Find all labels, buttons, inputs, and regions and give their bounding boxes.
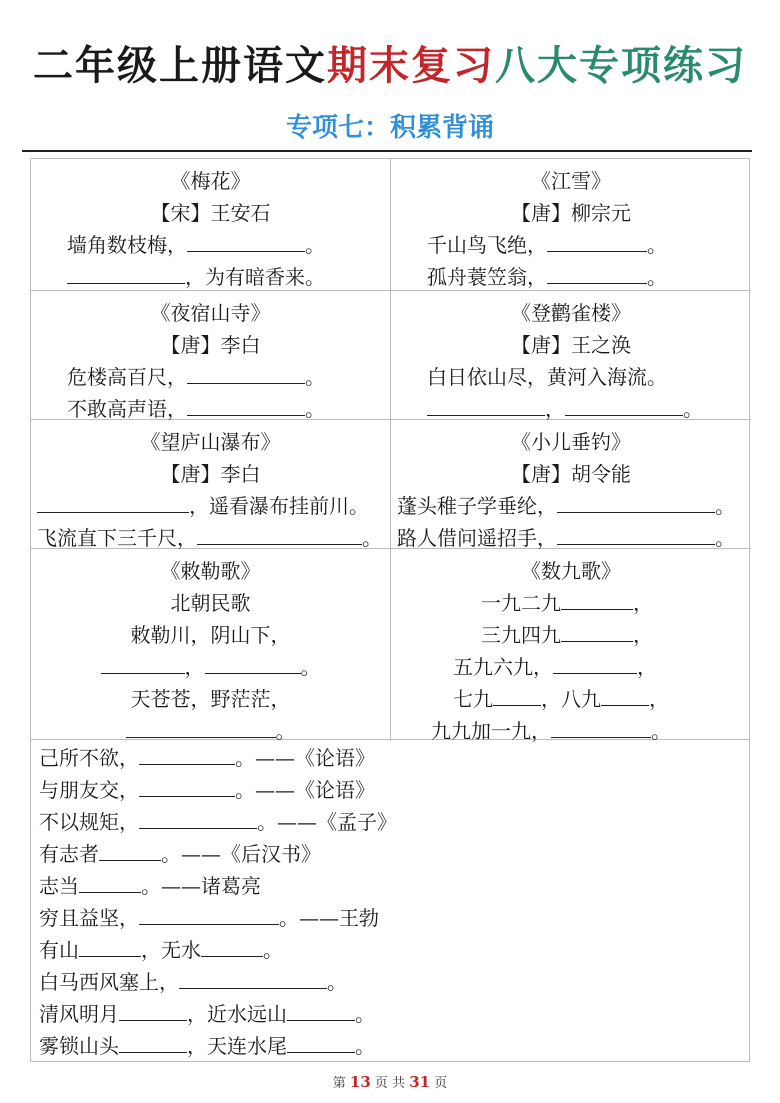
- answer-blank[interactable]: [179, 969, 327, 989]
- poem-text: 。: [305, 397, 325, 421]
- poem-text: 。: [647, 233, 667, 257]
- answer-blank[interactable]: [126, 718, 276, 738]
- poem-cell-jiangxue: [391, 159, 751, 291]
- poem-text: 蓬头稚子学垂纶，: [397, 494, 557, 518]
- title-part-exercises: 八大专项练习: [495, 43, 747, 89]
- poem-text: ，: [649, 687, 669, 711]
- quote-text: 。: [355, 1002, 375, 1026]
- poem-line: 天苍苍，野茫茫，: [130, 687, 291, 711]
- quote-text: 。: [327, 970, 347, 994]
- quote-source: 。——王勃: [279, 906, 379, 930]
- quote-line: [39, 902, 749, 934]
- quote-source: 。——《论语》: [235, 778, 375, 802]
- poem-title: 《数九歌》: [521, 559, 621, 583]
- quote-line: [39, 806, 749, 838]
- title-part-grade: 二年级上册语文: [33, 43, 327, 89]
- poem-line: [31, 490, 390, 522]
- quote-text: 己所不欲，: [39, 746, 139, 770]
- poem-text: 。: [305, 233, 325, 257]
- quote-text: 有志者: [39, 842, 99, 866]
- poem-cell-dengguanquelou: [391, 291, 751, 420]
- poem-text: 危楼高百尺，: [67, 365, 187, 389]
- poem-text: ，遥看瀑布挂前川。: [189, 494, 369, 518]
- answer-blank[interactable]: [139, 809, 257, 829]
- poem-text: 孤舟蓑笠翁，: [427, 265, 547, 289]
- total-page-number: 31: [409, 1073, 431, 1091]
- answer-blank[interactable]: [557, 525, 715, 545]
- poem-text: 三九四九: [481, 623, 561, 647]
- poem-line: [391, 619, 751, 651]
- poem-cell-shujiuge: [391, 549, 751, 741]
- section-subtitle: 专项七：积累背诵: [285, 113, 494, 143]
- poem-text: 九九加一九，: [431, 719, 551, 743]
- poem-text: ，八九: [541, 687, 601, 711]
- answer-blank[interactable]: [287, 1033, 355, 1053]
- poem-title: 《夜宿山寺》: [150, 301, 271, 325]
- answer-blank[interactable]: [427, 396, 545, 416]
- poem-text: 千山鸟飞绝，: [427, 233, 547, 257]
- footer-text: 页 共: [374, 1076, 406, 1091]
- answer-blank[interactable]: [287, 1001, 355, 1021]
- quote-line: [39, 742, 749, 774]
- poem-cell-chilege: [31, 549, 391, 741]
- quote-text: ，天连水尾: [187, 1034, 287, 1058]
- answer-blank[interactable]: [565, 396, 683, 416]
- quote-source: 。——《论语》: [235, 746, 375, 770]
- answer-blank[interactable]: [79, 937, 141, 957]
- poem-text: 一九二九: [481, 591, 561, 615]
- poem-title: 《江雪》: [531, 169, 611, 193]
- poem-line: [391, 587, 751, 619]
- quote-line: [39, 966, 749, 998]
- poem-author: 【唐】王之涣: [511, 333, 631, 357]
- answer-blank[interactable]: [139, 905, 279, 925]
- quote-line: [39, 1030, 749, 1062]
- answer-blank[interactable]: [99, 841, 161, 861]
- poem-text: 七九: [453, 687, 493, 711]
- poem-author: 北朝民歌: [170, 591, 251, 615]
- poem-author: 【唐】李白: [160, 333, 261, 357]
- poem-line: [31, 229, 390, 261]
- answer-blank[interactable]: [601, 686, 649, 706]
- answer-blank[interactable]: [547, 232, 647, 252]
- poem-line: [391, 229, 751, 261]
- poem-text: ，: [637, 655, 657, 679]
- footer-text: 页: [434, 1076, 448, 1091]
- answer-blank[interactable]: [205, 654, 301, 674]
- poem-text: 。: [715, 494, 735, 518]
- answer-blank[interactable]: [187, 364, 305, 384]
- answer-blank[interactable]: [139, 777, 235, 797]
- poem-line: [31, 651, 390, 683]
- poem-line: [31, 361, 390, 393]
- poem-text: 。: [275, 719, 296, 743]
- quote-text: 不以规矩，: [39, 810, 139, 834]
- current-page-number: 13: [349, 1073, 371, 1091]
- poem-title: 《梅花》: [170, 169, 251, 193]
- poem-text: ，: [545, 397, 565, 421]
- poem-text: 。: [362, 526, 382, 550]
- answer-blank[interactable]: [551, 718, 651, 738]
- answer-blank[interactable]: [119, 1033, 187, 1053]
- page-title: [0, 38, 780, 94]
- quote-text: 。: [355, 1034, 375, 1058]
- poem-cell-yesushansi: [31, 291, 391, 420]
- poem-text: 墙角数枝梅，: [67, 233, 187, 257]
- poem-title: 《敕勒歌》: [160, 559, 261, 583]
- poem-line: [391, 490, 751, 522]
- poem-text: ，: [633, 591, 653, 615]
- poem-text: 五九六九，: [453, 655, 553, 679]
- quote-text: ，无水: [141, 938, 201, 962]
- footer-text: 第: [332, 1076, 346, 1091]
- quote-line: [39, 870, 749, 902]
- poem-text: ，为有暗香来。: [185, 265, 325, 289]
- quote-text: 白马西风塞上，: [39, 970, 179, 994]
- quote-text: 与朋友交，: [39, 778, 139, 802]
- quote-source: 。——《后汉书》: [161, 842, 321, 866]
- answer-blank[interactable]: [557, 493, 715, 513]
- answer-blank[interactable]: [561, 590, 633, 610]
- title-part-review: 期末复习: [327, 43, 495, 89]
- poem-grid: [30, 158, 750, 743]
- poem-text: ，: [184, 655, 205, 679]
- answer-blank[interactable]: [37, 493, 189, 513]
- header-divider: [22, 150, 752, 152]
- answer-blank[interactable]: [547, 264, 647, 284]
- page-footer: [0, 1072, 780, 1094]
- poem-title: 《登鹳雀楼》: [511, 301, 631, 325]
- poem-text: 。: [651, 719, 671, 743]
- quote-line: [39, 774, 749, 806]
- answer-blank[interactable]: [79, 873, 141, 893]
- quote-text: 穷且益坚，: [39, 906, 139, 930]
- quote-text: ，近水远山: [187, 1002, 287, 1026]
- answer-blank[interactable]: [493, 686, 541, 706]
- poem-author: 【唐】胡令能: [511, 462, 631, 486]
- poem-line: [391, 261, 751, 293]
- poem-author: 【宋】王安石: [150, 201, 271, 225]
- poem-cell-meihua: [31, 159, 391, 291]
- poem-author: 【唐】柳宗元: [511, 201, 631, 225]
- answer-blank[interactable]: [119, 1001, 187, 1021]
- poem-line: 敕勒川，阴山下，: [130, 623, 291, 647]
- poem-line: [391, 683, 751, 715]
- poem-text: ，: [633, 623, 653, 647]
- quote-source: 。——《孟子》: [257, 810, 397, 834]
- quote-text: 志当: [39, 874, 79, 898]
- answer-blank[interactable]: [201, 937, 263, 957]
- poem-text: 。: [715, 526, 735, 550]
- poem-cell-xiaoerchuidiao: [391, 420, 751, 549]
- answer-blank[interactable]: [553, 654, 637, 674]
- poem-text: 。: [647, 265, 667, 289]
- answer-blank[interactable]: [187, 396, 305, 416]
- answer-blank[interactable]: [561, 622, 633, 642]
- poem-title: 《望庐山瀑布》: [140, 430, 281, 454]
- answer-blank[interactable]: [197, 525, 362, 545]
- poem-author: 【唐】李白: [160, 462, 261, 486]
- poem-cell-wanglushanpubu: [31, 420, 391, 549]
- poem-line: 白日依山尽，黄河入海流。: [427, 365, 667, 389]
- answer-blank[interactable]: [139, 745, 235, 765]
- poem-text: 路人借问遥招手，: [397, 526, 557, 550]
- quote-text: 清风明月: [39, 1002, 119, 1026]
- poem-text: 不敢高声语，: [67, 397, 187, 421]
- quote-text: 雾锁山头: [39, 1034, 119, 1058]
- poem-title: 《小儿垂钓》: [511, 430, 631, 454]
- poem-text: 飞流直下三千尺，: [37, 526, 197, 550]
- poem-line: [31, 261, 390, 293]
- answer-blank[interactable]: [187, 232, 305, 252]
- quote-text: 有山: [39, 938, 79, 962]
- poem-text: 。: [300, 655, 321, 679]
- answer-blank[interactable]: [67, 264, 185, 284]
- quote-line: [39, 838, 749, 870]
- quotes-section: [30, 740, 750, 1062]
- quote-line: [39, 934, 749, 966]
- poem-text: 。: [305, 365, 325, 389]
- poem-text: 。: [683, 397, 703, 421]
- quote-text: 。: [263, 938, 283, 962]
- poem-line: [391, 651, 751, 683]
- quote-source: 。——诸葛亮: [141, 874, 261, 898]
- answer-blank[interactable]: [101, 654, 185, 674]
- quote-line: [39, 998, 749, 1030]
